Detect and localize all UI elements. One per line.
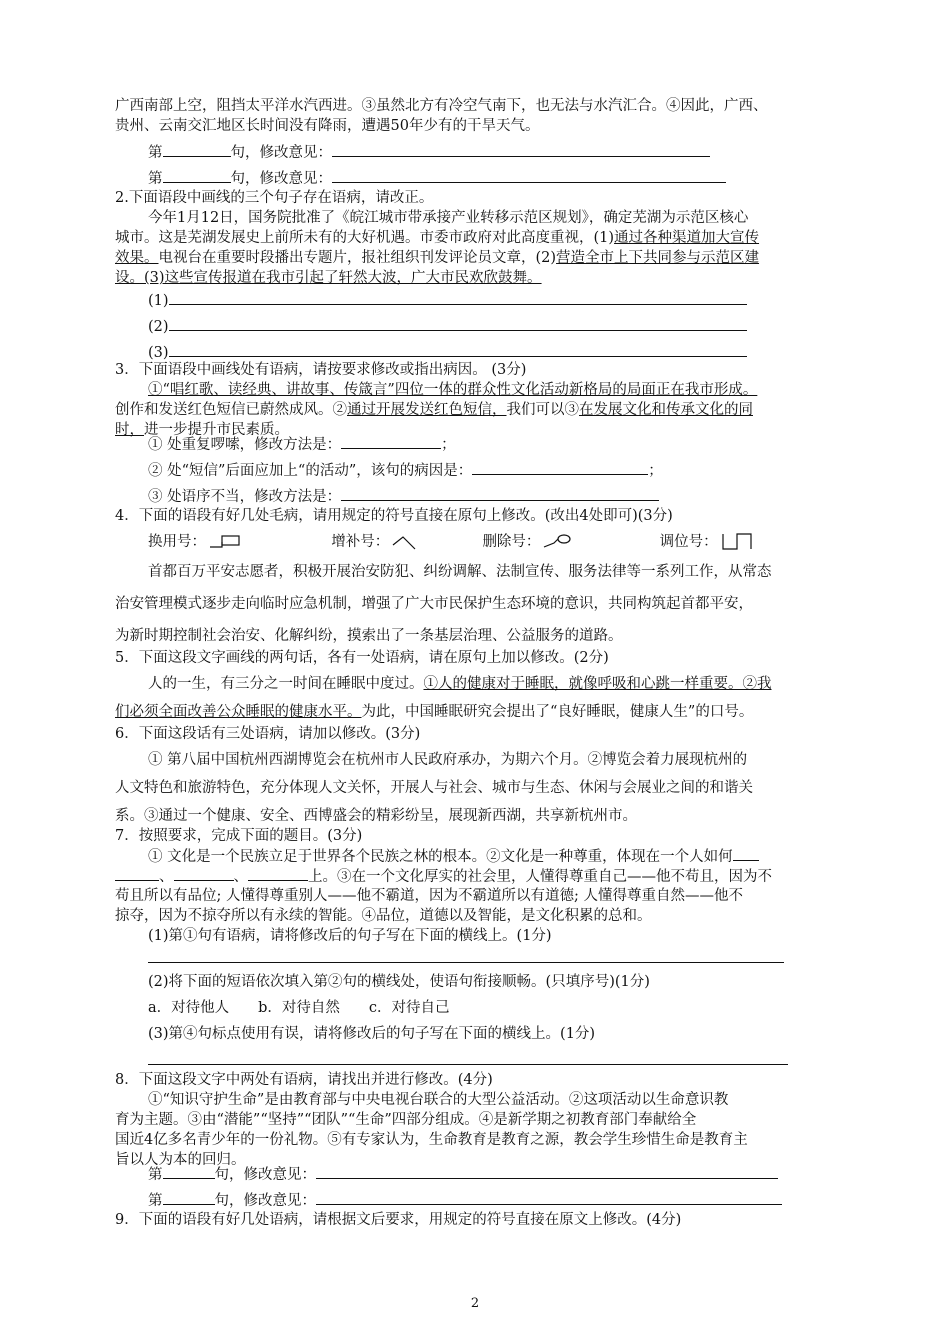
q1-text-line: 贵州、云南交汇地区长时间没有降雨，遭遇50年少有的干旱天气。 (115, 118, 540, 134)
q6-paragraph-line: ① 第八届中国杭州西湖博览会在杭州市人民政府承办，为期六个月。②博览会着力展现杭州的 (148, 752, 748, 768)
punctuation: 、 (159, 869, 174, 885)
q7-paragraph-line: 苟且所以有品位; 人懂得尊重别人——他不霸道，因为不霸道所以有道德; 人懂得尊重自然——他不 (115, 888, 743, 904)
answer-blank[interactable] (472, 460, 648, 475)
q5-title: 5．下面这段文字画线的两句话，各有一处语病，请在原句上加以修改。(2分) (115, 650, 609, 666)
underlined-text: 通过各种渠道加大宣传 (614, 230, 760, 246)
answer-blank[interactable] (169, 316, 747, 331)
sentence-number-blank[interactable] (163, 142, 231, 157)
q8-answer-row (148, 1164, 873, 1185)
q8-paragraph-line: ①“知识守护生命”是由教育部与中央电视台联合的大型公益活动。②这项活动以生命意识教 (148, 1092, 729, 1108)
q2-title: 2.下面语段中画线的三个句子存在语病，请改正。 (115, 190, 434, 206)
answer-suffix: 句，修改意见： (214, 1193, 316, 1209)
q3-answer-row (148, 434, 873, 455)
plain-text: 创作和发送红色短信已蔚然成风。② (115, 402, 347, 418)
plain-text: 为此，中国睡眠研究会提出了“良好睡眠，健康人生”的口号。 (361, 704, 754, 720)
underlined-text: 们必须全面改善公众睡眠的健康水平。 (115, 704, 362, 720)
swap-symbol-icon (208, 533, 242, 551)
insert-symbol-icon (391, 533, 417, 551)
answer-label: (3) (148, 345, 169, 361)
q7-subquestion-1: (1)第①句有语病，请将修改后的句子写在下面的横线上。(1分) (148, 928, 552, 944)
sentence-number-blank[interactable] (163, 1164, 215, 1179)
answer-label: ③ 处语序不当，修改方法是： (148, 489, 342, 505)
q4-paragraph-line: 治安管理模式逐步走向临时应急机制，增强了广大市民保护生态环境的意识，共同构筑起首都平安， (115, 596, 753, 612)
q4-symbol-row (148, 532, 873, 556)
q3-answer-row (148, 486, 873, 507)
q7-paragraph-line: 掠夺，因为不掠夺所以有永续的智能。④品位，道德以及智能，是文化积累的总和。 (115, 908, 652, 924)
plain-text: ① 文化是一个民族立足于世界各个民族之林的根本。②文化是一种尊重，体现在一个人如何 (148, 849, 733, 865)
symbol-label: 调位号： (659, 534, 718, 550)
symbol-label: 增补号： (331, 534, 390, 550)
transpose-symbol-icon (720, 532, 754, 552)
q7-subquestion-2: (2)将下面的短语依次填入第②句的横线处，使语句衔接顺畅。(只填序号)(1分) (148, 974, 650, 990)
plain-text: 进一步提升市民素质。 (144, 422, 289, 438)
q3-paragraph-line: ①“唱红歌、读经典、讲故事、传箴言”四位一体的群众性文化活动新格局的局面正在我市形成。 (148, 382, 758, 398)
q5-paragraph-line (115, 702, 840, 722)
q7-title: 7．按照要求，完成下面的题目。(3分) (115, 828, 363, 844)
answer-prefix: 第 (148, 1167, 163, 1183)
answer-prefix: 第 (148, 171, 163, 187)
q7-options: a．对待他人 b．对待自然 c．对待自己 (148, 1000, 450, 1016)
page-number: 2 (470, 1296, 480, 1311)
q6-paragraph-line: 系。③通过一个健康、安全、西博盛会的精彩纷呈，展现新西湖，共享新杭州市。 (115, 808, 637, 824)
plain-text: 城市。这是芜湖发展史上前所未有的大好机遇。市委市政府对此高度重视，(1) (115, 230, 615, 246)
answer-line[interactable] (148, 1064, 788, 1065)
q1-answer-row (148, 168, 873, 189)
symbol-label: 换用号： (148, 534, 206, 550)
punctuation: ； (648, 463, 663, 479)
answer-suffix: 句，修改意见： (214, 1167, 316, 1183)
underlined-text: 在发展文化和传承文化的同 (579, 402, 753, 418)
q2-paragraph-line (115, 268, 840, 288)
q1-text-line: 广西南部上空，阻挡太平洋水汽西进。③虽然北方有冷空气南下，也无法与水汽汇合。④因此，广西、 (115, 98, 768, 114)
q3-paragraph-line (115, 400, 840, 420)
q8-paragraph-line: 育为主题。③由“潜能”“坚持”“团队”“生命”四部分组成。④是新学期之初教育部门奉献给全 (115, 1112, 697, 1128)
q8-paragraph-line: 国近4亿多名青少年的一份礼物。⑤有专家认为，生命教育是教育之源，教会学生珍惜生命是教育主 (115, 1132, 748, 1148)
q2-paragraph-line (115, 248, 840, 268)
answer-label: ② 处“短信”后面应加上“的活动”，该句的病因是： (148, 463, 473, 479)
underlined-text: 效果。 (115, 250, 159, 266)
q8-answer-row (148, 1190, 873, 1211)
underlined-text: ①人的健康对于睡眠，就像呼吸和心跳一样重要。②我 (423, 676, 772, 692)
sentence-number-blank[interactable] (163, 1190, 215, 1205)
revision-blank[interactable] (316, 1164, 778, 1179)
q2-paragraph-line (115, 228, 840, 248)
q6-paragraph-line: 人文特色和旅游特色，充分体现人文关怀，开展人与社会、城市与生态、休闲与会展业之间的和谐关 (115, 780, 753, 796)
fill-blank[interactable] (115, 866, 159, 881)
q5-paragraph-line (148, 674, 873, 694)
punctuation: 、 (233, 869, 248, 885)
answer-label: (2) (148, 319, 169, 335)
q4-title: 4．下面的语段有好几处毛病，请用规定的符号直接在原句上修改。(改出4处即可)(3分) (115, 508, 673, 524)
q2-answer-row (148, 290, 873, 311)
delete-symbol-icon (542, 533, 572, 551)
q4-paragraph-line: 为新时期控制社会治安、化解纠纷，摸索出了一条基层治理、公益服务的道路。 (115, 628, 623, 644)
revision-blank[interactable] (332, 168, 726, 183)
underlined-text: 营造全市上下共同参与示范区建 (556, 250, 760, 266)
q4-paragraph-line: 首都百万平安志愿者，积极开展治安防犯、纠纷调解、法制宣传、服务法律等一系列工作，从常态 (148, 564, 772, 580)
q1-answer-row (148, 142, 873, 163)
answer-label: (1) (148, 293, 169, 309)
q3-answer-row (148, 460, 873, 481)
plain-text: 上。③在一个文化厚实的社会里，人懂得尊重自己——他不苟且，因为不 (308, 869, 772, 885)
answer-prefix: 第 (148, 1193, 163, 1209)
revision-blank[interactable] (316, 1190, 782, 1205)
fill-blank[interactable] (174, 866, 234, 881)
q8-title: 8．下面这段文字中两处有语病，请找出并进行修改。(4分) (115, 1072, 493, 1088)
answer-blank[interactable] (341, 434, 441, 449)
sentence-number-blank[interactable] (163, 168, 231, 183)
q7-subquestion-3: (3)第④句标点使用有误，请将修改后的句子写在下面的横线上。(1分) (148, 1026, 596, 1042)
q6-title: 6．下面这段话有三处语病，请加以修改。(3分) (115, 726, 421, 742)
answer-line[interactable] (148, 962, 784, 963)
fill-blank[interactable] (733, 846, 759, 861)
answer-suffix: 句，修改意见： (230, 171, 332, 187)
answer-blank[interactable] (169, 342, 747, 357)
symbol-label: 删除号： (482, 534, 541, 550)
fill-blank[interactable] (248, 866, 308, 881)
plain-text: 人的一生，有三分之一时间在睡眠中度过。 (148, 676, 424, 692)
underlined-text: 设。 (115, 270, 144, 286)
plain-text: 电视台在重要时段播出专题片，报社组织刊发评论员文章，(2) (158, 250, 557, 266)
q2-paragraph-line: 今年1月12日，国务院批准了《皖江城市带承接产业转移示范区规划》，确定芜湖为示范区核心 (148, 210, 749, 226)
answer-prefix: 第 (148, 145, 163, 161)
answer-blank[interactable] (169, 290, 747, 305)
plain-text: 我们可以③ (506, 402, 579, 418)
q8-paragraph-line: 旨以人为本的回归。 (115, 1152, 246, 1168)
punctuation: ； (441, 437, 456, 453)
answer-suffix: 句，修改意见： (230, 145, 332, 161)
q7-paragraph-line (148, 846, 873, 867)
revision-blank[interactable] (332, 142, 710, 157)
answer-label: ① 处重复啰嗦，修改方法是： (148, 437, 342, 453)
underlined-text: 通过开展发送红色短信， (347, 402, 507, 418)
underlined-text: (3)这些宣传报道在我市引起了轩然大波，广大市民欢欣鼓舞。 (144, 270, 542, 286)
underlined-text: 时， (115, 422, 144, 438)
answer-blank[interactable] (341, 486, 659, 501)
q3-title: 3．下面语段中画线处有语病，请按要求修改或指出病因。 (3分) (115, 362, 527, 378)
q2-answer-row (148, 316, 873, 337)
q7-paragraph-line (115, 866, 840, 887)
q9-title: 9．下面的语段有好几处语病，请根据文后要求，用规定的符号直接在原文上修改。(4分) (115, 1212, 682, 1228)
